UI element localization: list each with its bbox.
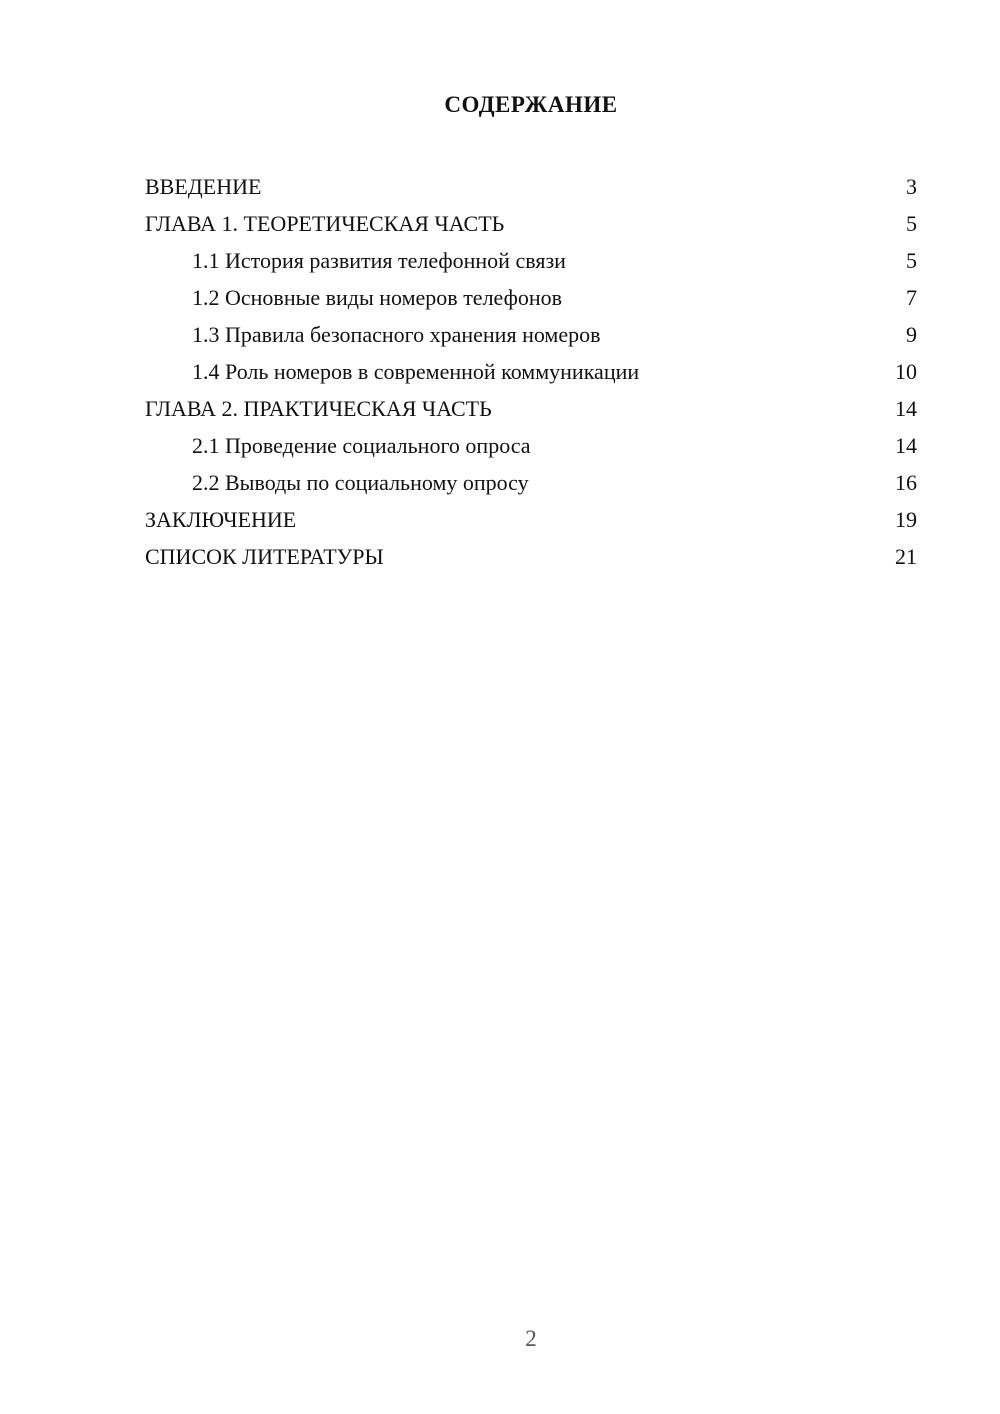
toc-entry-label: 2.2 Выводы по социальному опросу — [192, 470, 529, 495]
toc-entry-page: 10 — [895, 359, 917, 384]
toc-entry-label: ЗАКЛЮЧЕНИЕ — [145, 507, 297, 532]
toc-entry-chapter-2 — [145, 390, 917, 427]
toc-entry-page: 14 — [895, 396, 917, 421]
toc-entry-page: 21 — [895, 544, 917, 569]
toc-entry-page: 9 — [906, 322, 917, 347]
toc-entry-section-1-4 — [145, 353, 917, 390]
toc-entry-page: 3 — [906, 174, 917, 199]
toc-entry-section-2-1 — [145, 427, 917, 464]
toc-entry-label: 2.1 Проведение социального опроса — [192, 433, 531, 458]
toc-entry-label: 1.1 История развития телефонной связи — [192, 248, 566, 273]
toc-entry-page: 16 — [895, 470, 917, 495]
toc-entry-page: 5 — [906, 248, 917, 273]
toc-entry-page: 19 — [895, 507, 917, 532]
toc-entry-section-2-2 — [145, 464, 917, 501]
toc-entry-label: 1.4 Роль номеров в современной коммуникации — [192, 359, 640, 384]
toc-entry-page: 5 — [906, 211, 917, 236]
toc-entry-label: ГЛАВА 2. ПРАКТИЧЕСКАЯ ЧАСТЬ — [145, 396, 492, 421]
toc-entry-label: ВВЕДЕНИЕ — [145, 174, 262, 199]
toc-entry-introduction — [145, 168, 917, 205]
toc-entry-label: 1.2 Основные виды номеров телефонов — [192, 285, 563, 310]
toc-entry-section-1-3 — [145, 316, 917, 353]
footer-page-number: 2 — [525, 1326, 537, 1351]
toc-entry-section-1-1 — [145, 242, 917, 279]
table-of-contents — [145, 168, 917, 575]
toc-entry-chapter-1 — [145, 205, 917, 242]
toc-entry-page: 7 — [906, 285, 917, 310]
page-title: СОДЕРЖАНИЕ — [444, 92, 618, 117]
toc-entry-label: 1.3 Правила безопасного хранения номеров — [192, 322, 601, 347]
toc-entry-bibliography — [145, 538, 917, 575]
toc-entry-section-1-2 — [145, 279, 917, 316]
toc-entry-label: СПИСОК ЛИТЕРАТУРЫ — [145, 544, 384, 569]
page-content — [0, 0, 1000, 575]
toc-entry-page: 14 — [895, 433, 917, 458]
toc-entry-label: ГЛАВА 1. ТЕОРЕТИЧЕСКАЯ ЧАСТЬ — [145, 211, 505, 236]
toc-entry-conclusion — [145, 501, 917, 538]
